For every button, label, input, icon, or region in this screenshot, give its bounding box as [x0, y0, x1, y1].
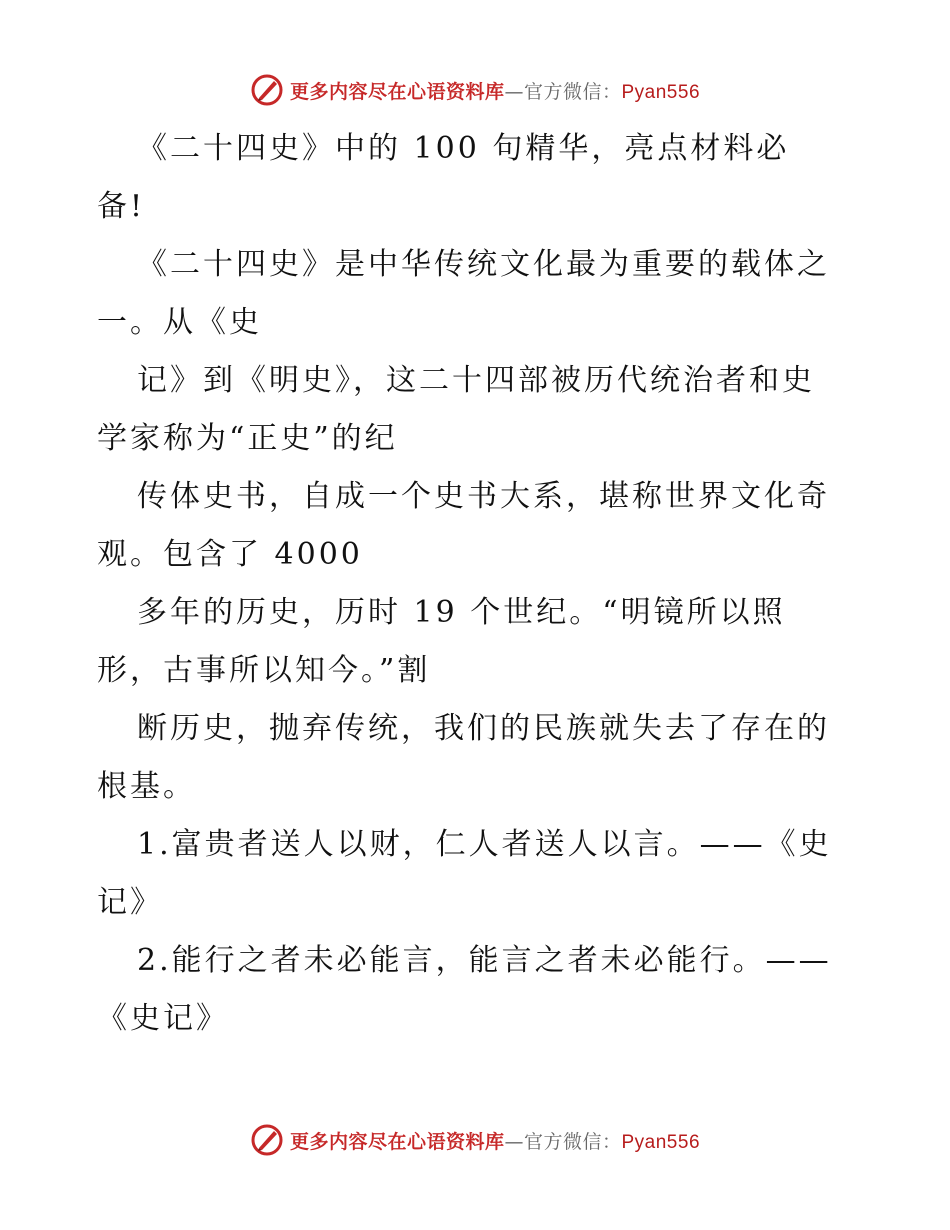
- header-banner: [0, 70, 950, 110]
- doc-line: 根基。: [97, 769, 196, 804]
- doc-line: 备!: [97, 189, 146, 224]
- doc-line: 2.能行之者未必能言，能言之者未必能行。——: [137, 943, 832, 978]
- doc-line: 《史记》: [97, 1001, 229, 1036]
- doc-line: 一。从《史: [97, 305, 262, 340]
- header-banner-label: 官方微信：: [523, 80, 622, 103]
- doc-line: 《二十四史》中的 100 句精华，亮点材料必: [137, 131, 790, 166]
- header-banner-text: [290, 77, 700, 104]
- quill-pen-logo-icon: [250, 73, 284, 107]
- header-banner-dash: —: [504, 80, 524, 103]
- doc-line: 观。包含了 4000: [97, 537, 363, 572]
- header-banner-id: Pyan556: [621, 81, 701, 103]
- doc-line: 记》到《明史》，这二十四部被历代统治者和史: [137, 363, 815, 398]
- header-banner-main: 更多内容尽在心语资料库: [289, 80, 505, 103]
- footer-banner-label: 官方微信：: [523, 1130, 622, 1153]
- doc-line: 学家称为“正史”的纪: [97, 421, 398, 456]
- footer-banner-text: [290, 1127, 700, 1154]
- footer-banner-dash: —: [504, 1130, 524, 1153]
- doc-line: 多年的历史，历时 19 个世纪。“明镜所以照: [137, 595, 786, 630]
- doc-line: 形，古事所以知今。”割: [97, 653, 431, 688]
- footer-banner-main: 更多内容尽在心语资料库: [289, 1130, 505, 1153]
- doc-line: 1.富贵者送人以财，仁人者送人以言。——《史: [137, 827, 832, 862]
- doc-line: 传体史书，自成一个史书大系，堪称世界文化奇: [137, 479, 830, 514]
- doc-line: 断历史，抛弃传统，我们的民族就失去了存在的: [137, 711, 830, 746]
- doc-line: 《二十四史》是中华传统文化最为重要的载体之: [137, 247, 830, 282]
- quill-pen-logo-icon: [250, 1123, 284, 1157]
- document-body: [97, 120, 857, 1048]
- footer-banner-id: Pyan556: [621, 1131, 701, 1153]
- footer-banner: [0, 1120, 950, 1160]
- doc-line: 记》: [97, 885, 163, 920]
